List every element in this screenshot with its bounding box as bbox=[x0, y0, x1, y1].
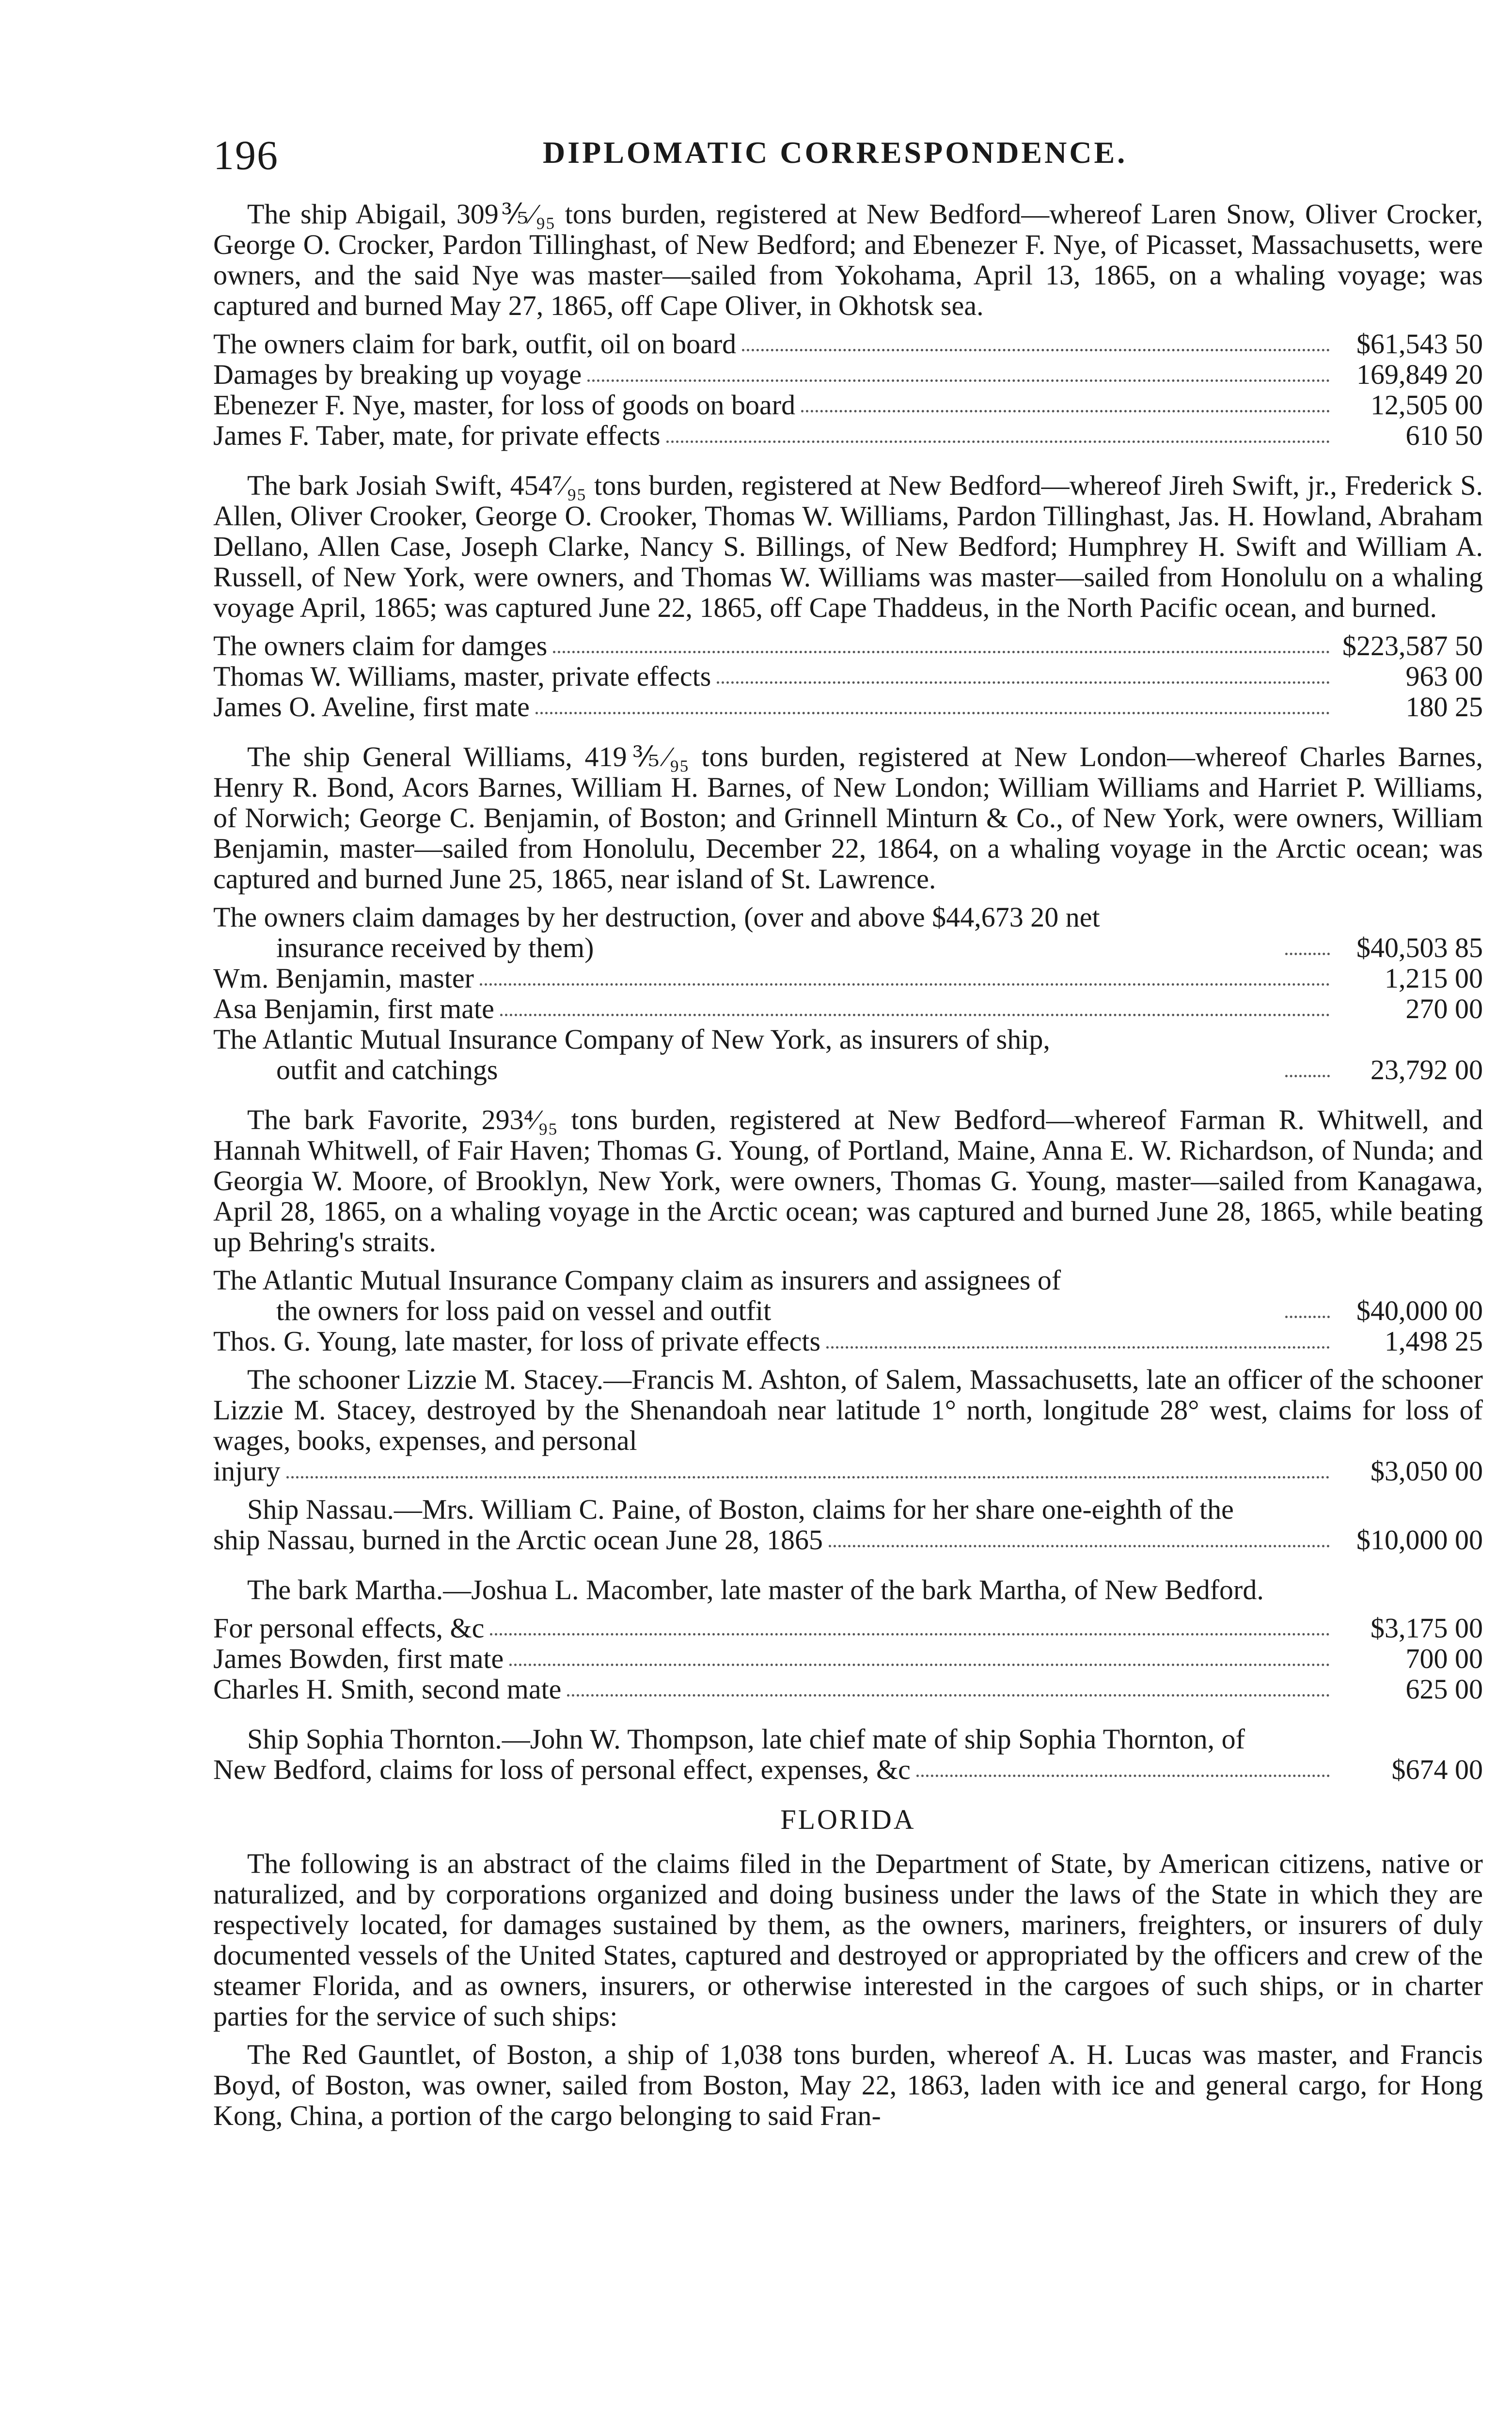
claim-row bbox=[213, 692, 1483, 722]
entry-sophia-thornton bbox=[213, 1724, 1483, 1785]
claim-row bbox=[213, 1674, 1483, 1704]
florida-intro-paragraph: The following is an abstract of the claims filed in the Department of State, by American citizens, native or naturalized, and by corporations organized and doing business under the laws of the State in which they are respectively located, for damages sustained by them, as the owners, mariners, freighters, or insurers of duly documented vessels of the United States, captured and destroyed or appropriated by the officers and crew of the steamer Florida, and as owners, insurers, or otherwise interested in the cargoes of such ships, or in charter parties for the service of such ships: bbox=[213, 1848, 1483, 2032]
claim-amount: 169,849 20 bbox=[1356, 359, 1483, 390]
claim-amount: 180 25 bbox=[1405, 691, 1483, 723]
entry-josiah-swift-intro: The bark Josiah Swift, 454⁷⁄₉₅ tons burden, registered at New Bedford—whereof Jireh Swift, jr., Frederick S. Allen, Oliver Crooker, George O. Crooker, Thomas W. Williams, Pardon Tillinghast, Jas. H. Howland, Abraham Dellano, Allen Case, Joseph Clarke, Nancy S. Billings, of New Bedford; Humphrey H. Swift and William A. Russell, of New York, were owners, and Thomas W. Williams was master—sailed from Honolulu on a whaling voyage April, 1865; was captured June 22, 1865, off Cape Thaddeus, in the North Pacific ocean, and burned. bbox=[213, 470, 1483, 623]
section-title-florida: FLORIDA bbox=[780, 1804, 916, 1835]
claim-desc: injury bbox=[213, 1455, 281, 1487]
claim-amount: 1,215 00 bbox=[1385, 962, 1483, 994]
dot-leader bbox=[1285, 953, 1330, 955]
dot-leader bbox=[826, 1346, 1330, 1349]
claim-desc: Damages by breaking up voyage bbox=[213, 359, 582, 390]
claim-desc: Charles H. Smith, second mate bbox=[213, 1673, 562, 1705]
dot-leader bbox=[286, 1476, 1330, 1479]
dot-leader bbox=[500, 1014, 1330, 1016]
dot-leader bbox=[1285, 1075, 1330, 1077]
entry-general-williams-claims bbox=[213, 902, 1483, 1085]
dot-leader bbox=[916, 1775, 1330, 1777]
document-body bbox=[213, 199, 1483, 2139]
claim-row bbox=[213, 993, 1483, 1024]
claim-desc: Asa Benjamin, first mate bbox=[213, 993, 494, 1024]
claim-amount: $61,543 50 bbox=[1356, 328, 1483, 360]
claim-desc: For personal effects, &c bbox=[213, 1612, 485, 1644]
claim-row bbox=[213, 902, 1483, 963]
claim-row bbox=[213, 630, 1483, 661]
claim-amount: 12,505 00 bbox=[1370, 389, 1483, 421]
claim-desc: Thos. G. Young, late master, for loss of private effects bbox=[213, 1325, 821, 1357]
claim-row bbox=[213, 359, 1483, 390]
claim-desc bbox=[213, 1265, 1279, 1326]
dot-leader bbox=[490, 1633, 1330, 1636]
claim-row bbox=[213, 1525, 1483, 1555]
claim-desc-cont: insurance received by them) bbox=[276, 932, 594, 963]
entry-nassau bbox=[213, 1494, 1483, 1555]
claim-desc: ship Nassau, burned in the Arctic ocean June 28, 1865 bbox=[213, 1524, 823, 1556]
claim-amount: $10,000 00 bbox=[1356, 1524, 1483, 1556]
claim-row bbox=[213, 1326, 1483, 1356]
entry-lizzie-stacey bbox=[213, 1364, 1483, 1486]
claim-desc: James Bowden, first mate bbox=[213, 1643, 504, 1674]
claim-desc: The owners claim for damges bbox=[213, 630, 548, 661]
claim-row bbox=[213, 390, 1483, 420]
claim-row bbox=[213, 420, 1483, 451]
entry-martha-claims bbox=[213, 1613, 1483, 1704]
entry-favorite-claims bbox=[213, 1265, 1483, 1356]
entry-favorite-intro: The bark Favorite, 293⁴⁄₉₅ tons burden, registered at New Bedford—whereof Farman R. Whitwell, and Hannah Whitwell, of Fair Haven; Thomas G. Young, of Portland, Maine, Anna E. W. Richardson, of Nunda; and Georgia W. Moore, of Brooklyn, New York, were owners, Thomas G. Young, master—sailed from Kanagawa, April 28, 1865, on a whaling voyage in the Arctic ocean; was captured and burned June 28, 1865, while beating up Behring's straits. bbox=[213, 1104, 1483, 1258]
claim-amount: $40,000 00 bbox=[1356, 1295, 1483, 1326]
claim-desc-line: The Atlantic Mutual Insurance Company of New York, as insurers of ship, bbox=[213, 1023, 1050, 1055]
claim-amount: 963 00 bbox=[1405, 661, 1483, 692]
claim-amount: 610 50 bbox=[1405, 420, 1483, 451]
claim-desc: James F. Taber, mate, for private effects bbox=[213, 420, 661, 451]
claim-row bbox=[213, 661, 1483, 692]
claim-amount: $40,503 85 bbox=[1356, 932, 1483, 963]
running-title: DIPLOMATIC CORRESPONDENCE. bbox=[543, 135, 1128, 170]
dot-leader bbox=[666, 441, 1330, 443]
claim-desc-line: The owners claim damages by her destruction, (over and above $44,673 20 net bbox=[213, 901, 1100, 933]
entry-general-williams-intro: The ship General Williams, 419⅗⁄₉₅ tons burden, registered at New London—whereof Charles Barnes, Henry R. Bond, Acors Barnes, William H. Barnes, of New London; William Williams and Harriet P. Williams, of Norwich; George C. Benjamin, of Boston; and Grinnell Minturn & Co., of New York, were owners, William Benjamin, master—sailed from Honolulu, December 22, 1864, on a whaling voyage in the Arctic ocean; was captured and burned June 25, 1865, near island of St. Lawrence. bbox=[213, 741, 1483, 895]
nassau-text: Ship Nassau.—Mrs. William C. Paine, of Boston, claims for her share one-eighth of the bbox=[247, 1494, 1234, 1525]
claim-desc: Thomas W. Williams, master, private effects bbox=[213, 661, 711, 692]
claim-row bbox=[213, 1754, 1483, 1785]
stacey-text: The schooner Lizzie M. Stacey.—Francis M. Ashton, of Salem, Massachusetts, late an officer of the schooner Lizzie M. Stacey, destroyed by the Shenandoah near latitude 1° north, longitude 28° west, claims for loss of wages, books, expenses, and personal bbox=[213, 1364, 1483, 1456]
page-header bbox=[213, 131, 1478, 179]
claim-amount: $674 00 bbox=[1391, 1754, 1483, 1785]
dot-leader bbox=[587, 379, 1330, 382]
claim-row bbox=[213, 1024, 1483, 1085]
claim-desc: Ebenezer F. Nye, master, for loss of goods on board bbox=[213, 389, 796, 421]
entry-abigail-claims bbox=[213, 329, 1483, 451]
dot-leader bbox=[717, 681, 1330, 684]
claim-row bbox=[213, 1613, 1483, 1643]
claim-desc: The owners claim for bark, outfit, oil on board bbox=[213, 328, 737, 360]
dot-leader bbox=[742, 349, 1330, 351]
sophia-text: Ship Sophia Thornton.—John W. Thompson, late chief mate of ship Sophia Thornton, of bbox=[247, 1723, 1245, 1755]
claim-desc-cont: outfit and catchings bbox=[276, 1054, 498, 1086]
claim-amount: 700 00 bbox=[1405, 1643, 1483, 1674]
claim-row bbox=[213, 1265, 1483, 1326]
claim-desc: Wm. Benjamin, master bbox=[213, 962, 474, 994]
claim-desc bbox=[213, 1024, 1279, 1085]
dot-leader bbox=[567, 1694, 1330, 1697]
claim-row bbox=[213, 963, 1483, 993]
claim-row bbox=[213, 329, 1483, 359]
claim-row bbox=[213, 1456, 1483, 1486]
claim-amount: 270 00 bbox=[1405, 993, 1483, 1024]
dot-leader bbox=[801, 410, 1330, 412]
dot-leader bbox=[1285, 1316, 1330, 1318]
claim-amount: 625 00 bbox=[1405, 1673, 1483, 1705]
claim-amount: $3,175 00 bbox=[1370, 1612, 1483, 1644]
claim-desc: New Bedford, claims for loss of personal effect, expenses, &c bbox=[213, 1754, 911, 1785]
claim-desc bbox=[213, 902, 1279, 963]
dot-leader bbox=[536, 712, 1330, 714]
dot-leader bbox=[829, 1545, 1330, 1547]
dot-leader bbox=[509, 1664, 1330, 1666]
entry-abigail-intro: The ship Abigail, 309⅗⁄₉₅ tons burden, registered at New Bedford—whereof Laren Snow, Oliver Crocker, George O. Crocker, Pardon Tillinghast, of New Bedford; and Ebenezer F. Nye, of Picasset, Massachusetts, were owners, and the said Nye was master—sailed from Yokohama, April 13, 1865, on a whaling voyage; was captured and burned May 27, 1865, off Cape Oliver, in Okhotsk sea. bbox=[213, 198, 1483, 321]
entry-martha-intro: The bark Martha.—Joshua L. Macomber, late master of the bark Martha, of New Bedford. bbox=[247, 1574, 1264, 1605]
dot-leader bbox=[553, 651, 1330, 653]
entry-josiah-swift-claims bbox=[213, 630, 1483, 722]
claim-amount: 1,498 25 bbox=[1385, 1325, 1483, 1357]
claim-amount: 23,792 00 bbox=[1370, 1054, 1483, 1086]
claim-amount: $3,050 00 bbox=[1370, 1455, 1483, 1487]
florida-red-gauntlet-paragraph: The Red Gauntlet, of Boston, a ship of 1,038 tons burden, whereof A. H. Lucas was master, and Francis Boyd, of Boston, was owner, sailed from Boston, May 22, 1863, laden with ice and general cargo, for Hong Kong, China, a portion of the cargo belonging to said Fran- bbox=[213, 2039, 1483, 2131]
claim-row bbox=[213, 1643, 1483, 1674]
claim-desc: James O. Aveline, first mate bbox=[213, 691, 530, 723]
dot-leader bbox=[480, 983, 1330, 986]
claim-amount: $223,587 50 bbox=[1342, 630, 1483, 661]
page-number: 196 bbox=[213, 132, 279, 178]
claim-desc-line: The Atlantic Mutual Insurance Company claim as insurers and assignees of bbox=[213, 1264, 1061, 1296]
claim-desc-cont: the owners for loss paid on vessel and outfit bbox=[276, 1295, 772, 1326]
